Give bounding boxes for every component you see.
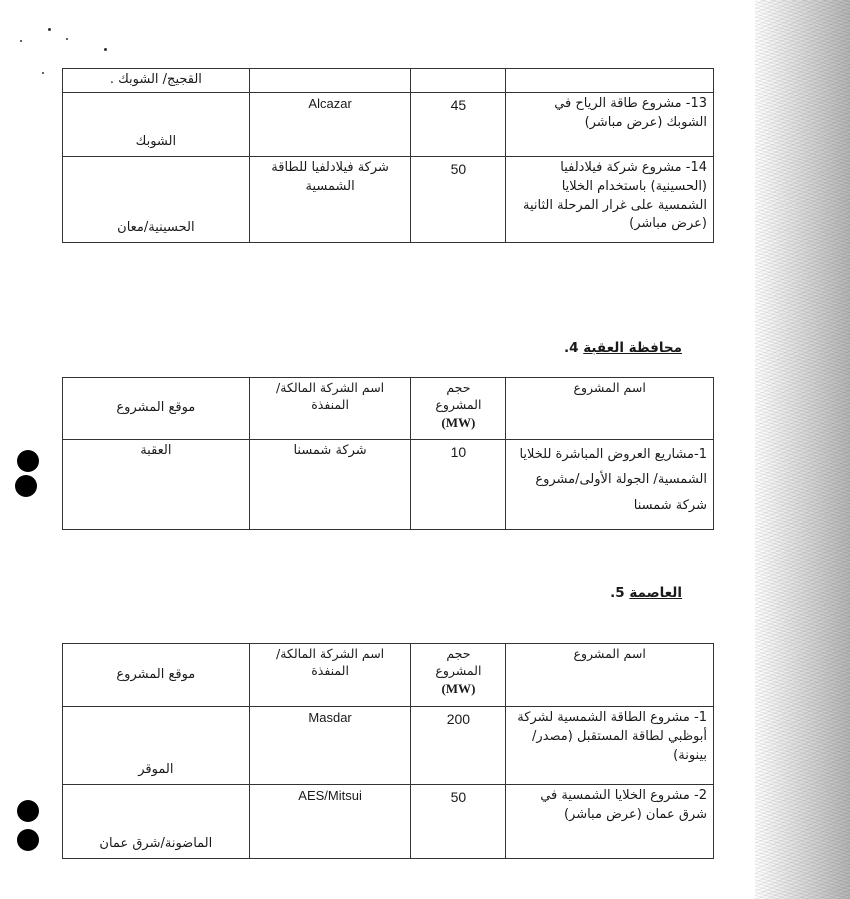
table-row xyxy=(63,92,714,156)
table-row xyxy=(63,440,714,530)
scan-speck xyxy=(48,28,51,31)
projects-table-continued xyxy=(62,68,714,243)
scan-speck xyxy=(20,40,22,42)
header-project-size xyxy=(411,644,506,707)
section-heading-aqaba xyxy=(564,340,682,356)
section-number: 4. xyxy=(563,340,579,356)
project-company-cell xyxy=(249,69,411,93)
project-location-cell: القجيج/ الشوبك . xyxy=(63,69,250,93)
header-project-name: اسم المشروع xyxy=(506,644,714,707)
table-row xyxy=(63,69,714,93)
project-size-cell: 10 xyxy=(411,440,506,530)
scan-speck xyxy=(104,48,107,51)
header-size-unit: (MW) xyxy=(441,680,476,696)
header-location: موقع المشروع xyxy=(63,644,250,707)
table-row xyxy=(63,785,714,859)
header-company: اسم الشركة المالكة/ المنفذة xyxy=(249,378,411,440)
section-heading-capital xyxy=(610,585,682,601)
project-name-cell: 13- مشروع طاقة الرياح في الشوبك (عرض مباشر) xyxy=(506,92,714,156)
header-location: موقع المشروع xyxy=(63,378,250,440)
aqaba-projects-table xyxy=(62,377,714,530)
section-title: العاصمة xyxy=(629,585,682,601)
binder-hole-mark xyxy=(15,475,37,497)
scan-speck xyxy=(66,38,68,40)
project-name-cell: 1- مشروع الطاقة الشمسية لشركة أبوظبي لطاقة المستقبل (مصدر/ بينونة) xyxy=(506,707,714,785)
table-row xyxy=(63,156,714,242)
header-size-line2: المشروع xyxy=(435,662,482,678)
header-size-line1: حجم xyxy=(446,646,471,661)
header-size-unit: (MW) xyxy=(441,414,476,430)
header-project-name: اسم المشروع xyxy=(506,378,714,440)
project-name-cell xyxy=(506,69,714,93)
project-location-cell: العقبة xyxy=(63,440,250,530)
project-size-cell: 50 xyxy=(411,156,506,242)
table-row xyxy=(63,707,714,785)
project-location-cell: الشوبك xyxy=(63,92,250,156)
section-title: محافظة العقبة xyxy=(583,340,682,356)
project-name-cell: 1-مشاريع العروض المباشرة للخلايا الشمسية/ الجولة الأولى/مشروع شركة شمسنا xyxy=(506,440,714,530)
binder-hole-mark xyxy=(17,800,39,822)
project-location-cell: الماضونة/شرق عمان xyxy=(63,785,250,859)
project-size-cell: 200 xyxy=(411,707,506,785)
project-company-cell: شركة فيلادلفيا للطاقة الشمسية xyxy=(249,156,411,242)
header-size-line1: حجم xyxy=(446,380,471,395)
table-header-row xyxy=(63,644,714,707)
project-company-cell: Alcazar xyxy=(249,92,411,156)
project-location-cell: الحسينية/معان xyxy=(63,156,250,242)
project-size-cell: 50 xyxy=(411,785,506,859)
scan-edge-shadow xyxy=(755,0,850,899)
binder-hole-mark xyxy=(17,829,39,851)
project-name-cell: 14- مشروع شركة فيلادلفيا (الحسينية) باستخدام الخلايا الشمسية على غرار المرحلة الثانية (عرض مباشر) xyxy=(506,156,714,242)
header-project-size xyxy=(411,378,506,440)
binder-hole-mark xyxy=(17,450,39,472)
project-size-cell xyxy=(411,69,506,93)
scan-speck xyxy=(42,72,44,74)
project-company-cell: Masdar xyxy=(249,707,411,785)
table-header-row xyxy=(63,378,714,440)
project-name-cell: 2- مشروع الخلايا الشمسية في شرق عمان (عرض مباشر) xyxy=(506,785,714,859)
capital-projects-table xyxy=(62,643,714,859)
project-company-cell: شركة شمسنا xyxy=(249,440,411,530)
project-company-cell: AES/Mitsui xyxy=(249,785,411,859)
section-number: 5. xyxy=(610,585,625,601)
header-size-line2: المشروع xyxy=(435,396,482,412)
header-company: اسم الشركة المالكة/ المنفذة xyxy=(249,644,411,707)
project-size-cell: 45 xyxy=(411,92,506,156)
project-location-cell: الموقر xyxy=(63,707,250,785)
